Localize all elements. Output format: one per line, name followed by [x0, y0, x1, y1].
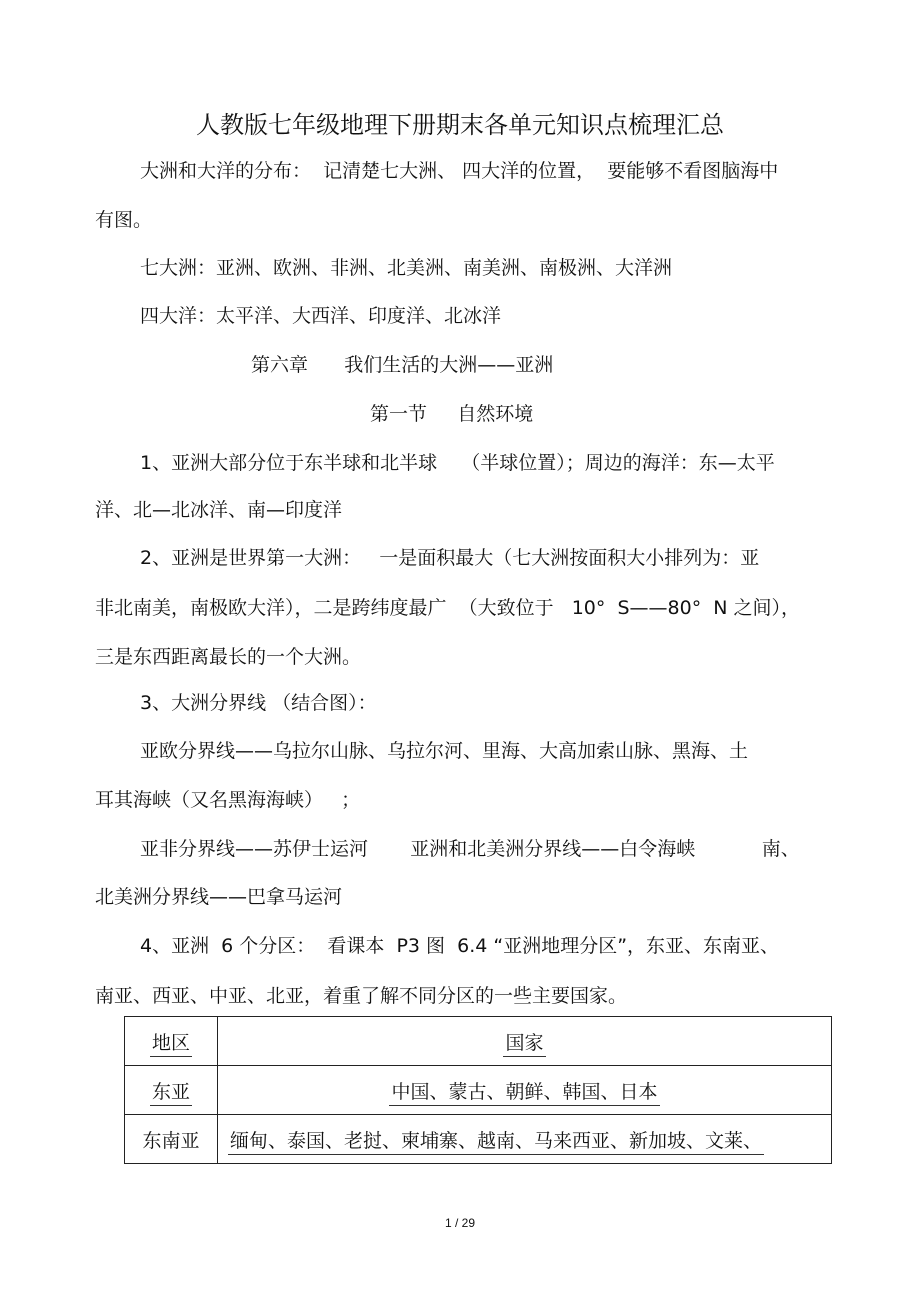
- table-header-cell: [218, 1017, 832, 1066]
- paragraph-line: 3、大洲分界线 （结合图）：: [140, 692, 377, 714]
- paragraph-line: 大洲和大洋的分布： 记清楚七大洲、 四大洋的位置， 要能够不看图脑海中: [140, 160, 779, 182]
- paragraph-line: 三是东西距离最长的一个大洲。: [95, 646, 362, 668]
- table-header-row: [125, 1017, 832, 1066]
- region-name: 东南亚: [142, 1129, 200, 1152]
- table-row: [125, 1115, 832, 1164]
- paragraph-line: 耳其海峡（又名黑海海峡） ；: [95, 789, 361, 811]
- paragraph-line: 北美洲分界线——巴拿马运河: [95, 886, 343, 908]
- paragraph-line: 亚欧分界线——乌拉尔山脉、乌拉尔河、里海、大高加索山脉、黑海、土: [140, 740, 749, 762]
- table-cell: [218, 1115, 832, 1164]
- header-countries: 国家: [503, 1032, 545, 1057]
- country-list: 缅甸、泰国、老挝、柬埔寨、越南、马来西亚、新加坡、文莱、: [228, 1130, 764, 1155]
- section-heading: 第一节 自然环境: [370, 403, 534, 425]
- paragraph-line: 1、亚洲大部分位于东半球和北半球 （半球位置）；周边的海洋：东—太平: [140, 452, 775, 474]
- continents-line: 七大洲：亚洲、欧洲、非洲、北美洲、南美洲、南极洲、大洋洲: [140, 257, 673, 279]
- document-title: 人教版七年级地理下册期末各单元知识点梳理汇总: [196, 111, 724, 139]
- page-number: 1 / 29: [444, 1216, 476, 1230]
- paragraph-line: 亚非分界线——苏伊士运河 亚洲和北美洲分界线——白令海峡 南、: [140, 838, 800, 860]
- paragraph-line: 南亚、西亚、中亚、北亚，着重了解不同分区的一些主要国家。: [95, 985, 628, 1007]
- region-name: 东亚: [150, 1081, 192, 1106]
- paragraph-line: 2、亚洲是世界第一大洲： 一是面积最大（七大洲按面积大小排列为：亚: [140, 547, 760, 569]
- table-cell: [218, 1066, 832, 1115]
- table-cell: [125, 1066, 218, 1115]
- header-region: 地区: [150, 1032, 192, 1057]
- table-header-cell: [125, 1017, 218, 1066]
- table-row: [125, 1066, 832, 1115]
- table-cell: [125, 1115, 218, 1164]
- chapter-heading: 第六章 我们生活的大洲——亚洲: [251, 354, 554, 376]
- paragraph-line: 非北南美，南极欧大洋），二是跨纬度最广 （大致位于 10° S——80° N 之间），: [95, 597, 801, 619]
- paragraph-line: 有图。: [95, 209, 153, 231]
- paragraph-line: 4、亚洲 6 个分区： 看课本 P3 图 6.4 “亚洲地理分区”，东亚、东南亚、: [140, 935, 780, 957]
- oceans-line: 四大洋：太平洋、大西洋、印度洋、北冰洋: [140, 305, 502, 327]
- country-list: 中国、蒙古、朝鲜、韩国、日本: [389, 1081, 659, 1106]
- regions-table: [124, 1016, 832, 1164]
- paragraph-line: 洋、北—北冰洋、南—印度洋: [95, 499, 343, 521]
